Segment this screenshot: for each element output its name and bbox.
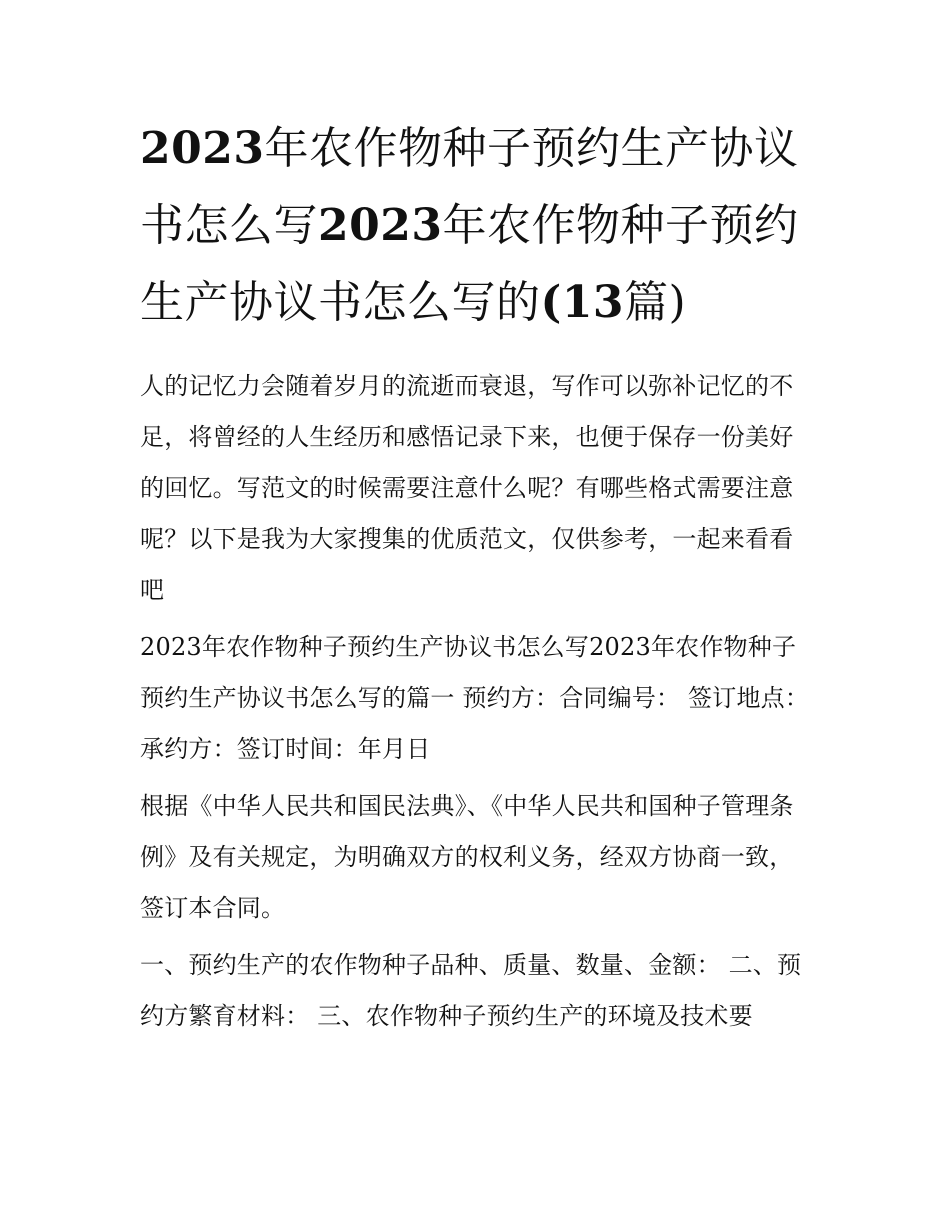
title-year-1: 2023	[140, 123, 265, 174]
clauses-paragraph: 一、预约生产的农作物种子品种、质量、数量、金额： 二、预约方繁育材料： 三、农作物种子预约生产的环境及技术要	[140, 951, 802, 1030]
title-text-2: 年农作物种子预约生产协议书怎么写的	[140, 200, 799, 328]
contract-header-paragraph: 2023年农作物种子预约生产协议书怎么写2023年农作物种子预约生产协议书怎么写的篇一 预约方：合同编号： 签订地点： 承约方：签订时间：年月日	[140, 633, 810, 763]
title-text-1: 年农作物种子预约生产协议书怎么写	[140, 123, 799, 251]
title-count: (13	[540, 277, 625, 328]
title-year-2: 2023	[318, 200, 443, 251]
document-title	[140, 110, 812, 341]
title-text-3: 篇)	[624, 277, 687, 328]
intro-paragraph: 人的记忆力会随着岁月的流逝而衰退，写作可以弥补记忆的不足，将曾经的人生经历和感悟记录下来，也便于保存一份美好的回忆。写范文的时候需要注意什么呢？有哪些格式需要注意呢？以下是我为大家搜集的优质范文，仅供参考，一起来看看吧	[140, 372, 794, 604]
legal-basis-paragraph: 根据《中华人民共和国民法典》、《中华人民共和国种子管理条例》及有关规定，为明确双方的权利义务，经双方协商一致，签订本合同。	[140, 792, 794, 922]
document-page	[140, 110, 812, 1042]
